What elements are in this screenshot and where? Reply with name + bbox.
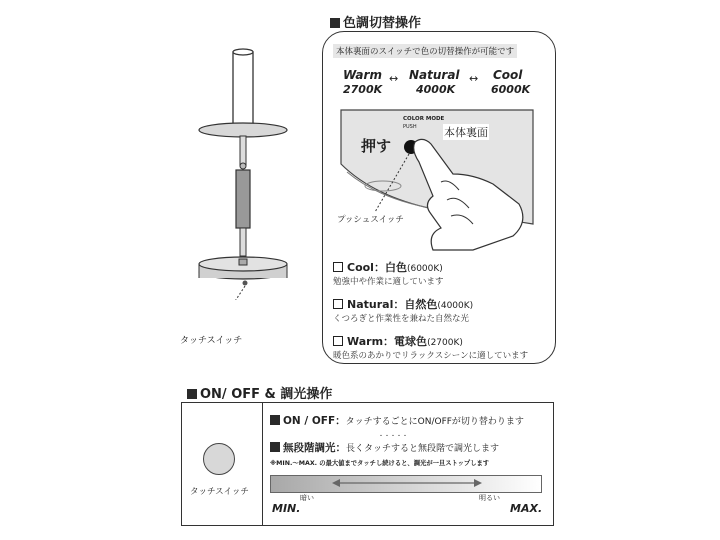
mode-warm-name: Warm: [343, 68, 382, 82]
color-section-heading: [330, 12, 421, 31]
item-kelvin: (6000K): [406, 264, 443, 274]
item-kelvin: (4000K): [437, 301, 474, 311]
double-arrow-icon: [332, 476, 482, 490]
dimming-head: 無段階調光：: [283, 442, 346, 454]
touch-switch-icon: [203, 443, 235, 475]
arrow-icon: ↔: [469, 72, 479, 85]
list-item: [333, 293, 551, 324]
switch-label: COLOR MODE: [403, 116, 445, 122]
list-item: [333, 330, 551, 361]
mode-natural-kelvin: 4000K: [416, 83, 456, 96]
item-desc: くつろぎと作業性を兼ねた自然な光: [333, 314, 470, 324]
onoff-section-heading: [187, 383, 332, 402]
checkbox-icon: [333, 262, 343, 272]
bullet-square-icon: [270, 442, 280, 452]
item-desc: 勉強中や作業に適しています: [333, 277, 444, 287]
item-desc: 暖色系のあかりでリラックスシーンに適しています: [333, 351, 529, 361]
push-switch-label: プッシュスイッチ: [337, 215, 404, 225]
color-section-title: 色調切替操作: [343, 16, 422, 31]
bullet-square-icon: [270, 415, 280, 425]
heading-square-icon: [187, 389, 197, 399]
touch-cell-label: タッチスイッチ: [190, 487, 249, 497]
heading-square-icon: [330, 18, 340, 28]
checkbox-icon: [333, 299, 343, 309]
arrow-icon: ↔: [389, 72, 399, 85]
mode-cool-kelvin: 6000K: [491, 83, 531, 96]
touch-cell: [182, 403, 263, 525]
min-label: MIN.: [272, 502, 301, 515]
mode-cool-name: Cool: [493, 68, 523, 82]
emphasis-dots: ・・・・・: [378, 433, 409, 440]
onoff-panel: [181, 402, 554, 526]
color-panel: [322, 31, 556, 364]
press-label: 押す: [361, 137, 392, 155]
lamp-illustration: [190, 40, 310, 300]
back-side-drawing: [323, 104, 555, 254]
mode-warm-kelvin: 2700K: [343, 83, 383, 96]
bright-label: 明るい: [479, 494, 500, 502]
color-intro: 本体裏面のスイッチで色の切替操作が可能です: [333, 44, 517, 58]
mode-natural-name: Natural: [409, 68, 460, 82]
lamp-drawing: [190, 40, 310, 300]
onoff-head: ON / OFF：: [283, 415, 346, 427]
onoff-desc: タッチするごとにON/OFFが切り替わります: [345, 417, 524, 427]
dimming-desc: 長くタッチすると無段階で調光します: [346, 444, 500, 454]
max-label: MAX.: [510, 502, 543, 515]
dimming-warning: ※MIN.～MAX. の最大値までタッチし続けると、調光が一旦ストップします: [270, 460, 490, 467]
mode-row: [343, 68, 543, 104]
back-label: 本体裏面: [444, 126, 488, 139]
item-kelvin: (2700K): [427, 338, 463, 348]
checkbox-icon: [333, 336, 343, 346]
lamp-touch-label: タッチスイッチ: [180, 336, 243, 346]
mode-list: [333, 256, 551, 361]
dark-label: 暗い: [300, 494, 314, 502]
push-label: PUSH: [403, 124, 417, 130]
item-head: Natural：自然色: [347, 298, 438, 311]
onoff-section-title: ON/ OFF & 調光操作: [200, 387, 333, 402]
onoff-text: [270, 413, 546, 467]
list-item: [333, 256, 551, 287]
item-head: Warm：電球色: [347, 335, 428, 348]
item-head: Cool：白色: [347, 261, 407, 274]
